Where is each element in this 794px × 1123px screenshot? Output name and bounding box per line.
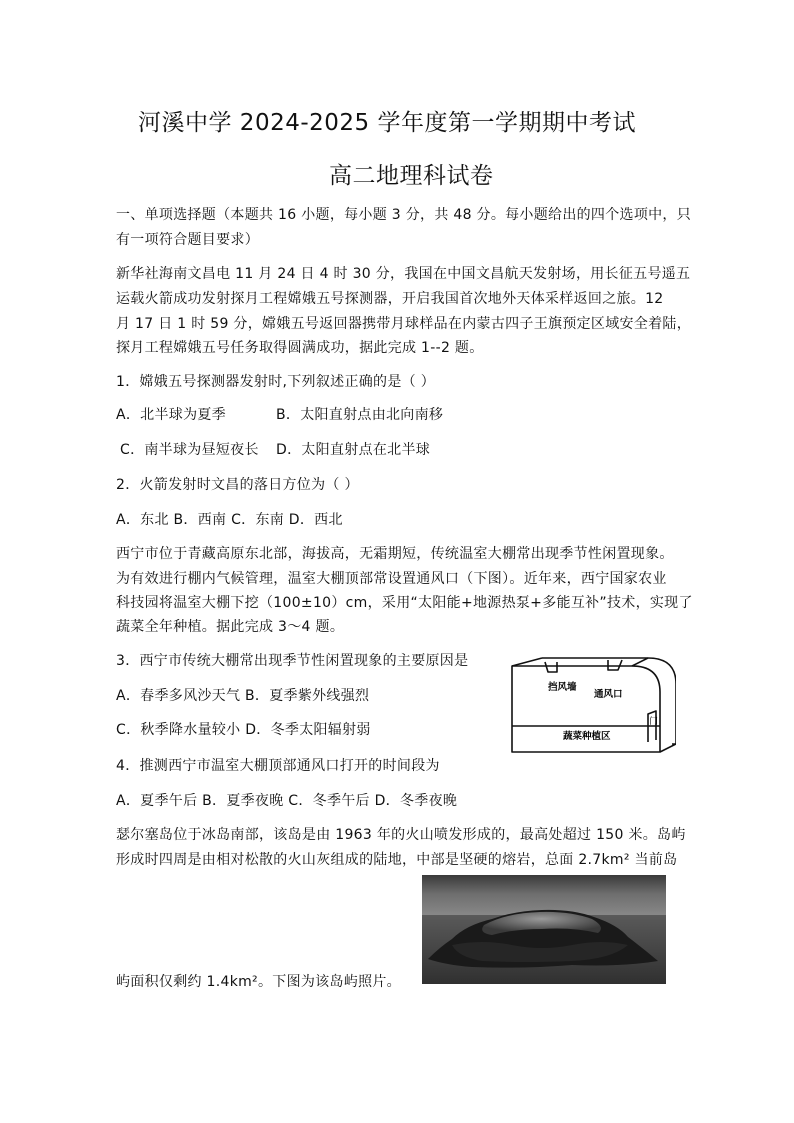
passage2-line-1: 西宁市位于青藏高原东北部，海拔高，无霜期短，传统温室大棚常出现季节性闲置现象。 [116,546,674,562]
q4-stem: 4．推测西宁市温室大棚顶部通风口打开的时间段为 [116,758,440,774]
q3-options-cd: C．秋季降水量较小 D．冬季太阳辐射弱 [116,722,371,738]
label-door: 门 [649,717,659,727]
q2-options: A．东北 B．西南 C．东南 D．西北 [116,512,343,528]
passage2-line-4: 蔬菜全年种植。据此完成 3～4 题。 [116,619,345,635]
island-photo [422,875,666,984]
q1-option-c: C．南半球为昼短夜长 [120,442,259,458]
passage2-line-2: 为有效进行棚内气候管理，温室大棚顶部常设置通风口（下图）。近年来，西宁国家农业 [116,571,667,587]
label-ventilation: 通风口 [594,689,623,700]
passage1-line-3: 月 17 日 1 时 59 分，嫦娥五号返回器携带月球样品在内蒙古四子王旗预定区域安全着陆， [116,316,692,332]
q1-option-d: D．太阳直射点在北半球 [276,442,431,458]
greenhouse-diagram [508,656,676,756]
label-windbreak-wall: 挡风墙 [548,682,577,693]
q4-options: A．夏季午后 B．夏季夜晚 C．冬季午后 D．冬季夜晚 [116,793,458,809]
section-instructions-line-2: 有一项符合题目要求） [116,232,259,248]
passage3-line-2: 形成时四周是由相对松散的火山灰组成的陆地，中部是坚硬的熔岩，总面 2.7km² 当前岛 [116,852,678,868]
section-instructions-line-1: 一、单项选择题（本题共 16 小题，每小题 3 分，共 48 分。每小题给出的四个选项中，只 [116,207,692,223]
label-planting-area: 蔬菜种植区 [563,731,611,742]
q2-stem: 2．火箭发射时文昌的落日方位为（ ） [116,477,359,493]
exam-title: 河溪中学 2024-2025 学年度第一学期期中考试 [138,110,636,136]
q3-options-ab: A．春季多风沙天气 B．夏季紫外线强烈 [116,688,370,704]
passage3-line-1: 瑟尔塞岛位于冰岛南部，该岛是由 1963 年的火山喷发形成的，最高处超过 150 米。岛屿 [116,827,686,843]
passage1-line-1: 新华社海南文昌电 11 月 24 日 4 时 30 分，我国在中国文昌航天发射场，用长征五号遥五 [116,266,691,282]
passage2-line-3: 科技园将温室大棚下挖（100±10）cm，采用“太阳能+地源热泵+多能互补”技术，实现了 [116,595,693,611]
q3-stem: 3．西宁市传统大棚常出现季节性闲置现象的主要原因是 [116,653,469,669]
exam-subtitle: 高二地理科试卷 [329,163,494,189]
q1-option-b: B．太阳直射点由北向南移 [276,407,444,423]
passage1-line-2: 运载火箭成功发射探月工程嫦娥五号探测器，开启我国首次地外天体采样返回之旅。12 [116,291,664,307]
ventilation-opening [608,660,622,670]
passage1-line-4: 探月工程嫦娥五号任务取得圆满成功，据此完成 1--2 题。 [116,340,484,356]
q1-stem: 1．嫦娥五号探测器发射时,下列叙述正确的是（ ） [116,374,436,390]
windbreak-wall-vent [545,662,557,672]
q1-option-a: A．北半球为夏季 [116,407,226,423]
passage3-line-3: 屿面积仅剩约 1.4km²。下图为该岛屿照片。 [116,974,401,990]
